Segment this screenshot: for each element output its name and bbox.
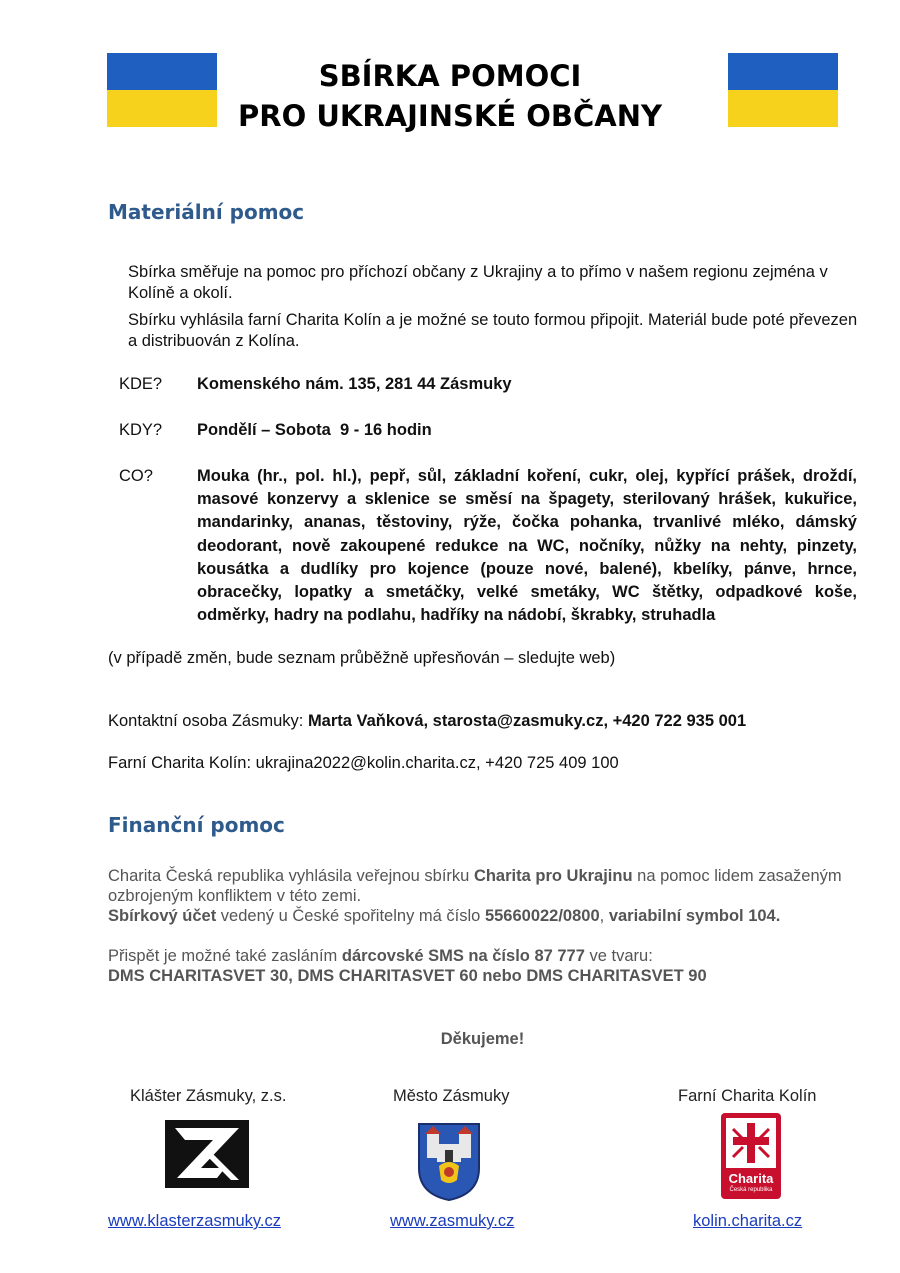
charita-logo-subtext: Česká republika (729, 1187, 773, 1193)
org-klaster-name: Klášter Zásmuky, z.s. (130, 1087, 287, 1105)
kde-label: KDE? (119, 375, 163, 393)
title-line-2: PRO UKRAJINSKÉ OBČANY (238, 99, 662, 133)
fin-p2-variable-symbol: variabilní symbol 104. (608, 907, 781, 925)
fin-p2-account-number: 55660022/0800 (484, 907, 600, 925)
fin-p2-text-b: vedený u České spořitelny má číslo (216, 907, 485, 925)
financial-para-1 (108, 866, 868, 906)
charita-logo-icon (721, 1113, 781, 1204)
thanks-text: Děkujeme! (440, 1030, 525, 1048)
kde-value: Komenského nám. 135, 281 44 Zásmuky (197, 375, 512, 393)
link-zasmuky[interactable]: www.zasmuky.cz (390, 1212, 515, 1230)
contact-zasmuky-value: Marta Vaňková, starosta@zasmuky.cz, +420 722 935 001 (307, 712, 747, 730)
org-mesto-name: Město Zásmuky (393, 1087, 510, 1105)
contact-zasmuky-label: Kontaktní osoba Zásmuky: (108, 712, 308, 730)
title-line-1: SBÍRKA POMOCI (318, 59, 582, 93)
fin-p3-sms-formats: DMS CHARITASVET 30, DMS CHARITASVET 60 nebo DMS CHARITASVET 90 (108, 967, 707, 985)
klaster-logo-icon (165, 1120, 249, 1193)
co-value: Mouka (hr., pol. hl.), pepř, sůl, základní koření, cukr, olej, kypřící prášek, droždí, masové konzervy a sklenice se směsí na špagety, sterilovaný hrášek, kukuřice, mandarinky, ananas, těstoviny, rýže, čočka pohanka, trvanlivé mléko, dámský deodorant, nově zakoupené redukce na WC, nočníky, nůžky na nehty, pinzety, kousátka a dudlíky pro kojence (pouze nové, balené), kbelíky, pánve, hrnce, obracečky, lopatky a smetáčky, velké smetáky, WC štětky, odpadkové koše, odměrky, hadry na podlahu, hadříky na nádobí, škrabky, struhadla (197, 467, 857, 625)
fin-p2-comma: , (599, 907, 609, 925)
material-para-2: Sbírku vyhlásila farní Charita Kolín a je možné se touto formou připojit. Materiál bude poté převezen a distribuován z Kolína. (128, 311, 858, 350)
link-charita[interactable]: kolin.charita.cz (693, 1212, 803, 1230)
kdy-value: Pondělí – Sobota 9 - 16 hodin (197, 421, 432, 439)
financial-para-2 (108, 906, 868, 926)
page-title (0, 56, 900, 136)
fin-p2-bold-a: Sbírkový účet (108, 907, 217, 925)
contact-zasmuky (108, 712, 746, 731)
charita-logo-text: Charita (728, 1171, 774, 1186)
contact-charita: Farní Charita Kolín: ukrajina2022@kolin.charita.cz, +420 725 409 100 (108, 754, 619, 772)
fin-p3-text-a: Přispět je možné také zasláním (108, 947, 342, 965)
material-para-1: Sbírka směřuje na pomoc pro příchozí občany z Ukrajiny a to přímo v našem regionu zejména v Kolíně a okolí. (128, 263, 828, 302)
material-heading: Materiální pomoc (108, 200, 305, 224)
financial-heading: Finanční pomoc (108, 813, 285, 837)
list-note: (v případě změn, bude seznam průběžně upřesňován – sledujte web) (108, 649, 616, 667)
org-charita-name: Farní Charita Kolín (678, 1087, 817, 1105)
financial-para-3 (108, 946, 868, 986)
fin-p3-text-c: ve tvaru: (584, 947, 653, 965)
co-label: CO? (119, 467, 153, 485)
fin-p1-text-a: Charita Česká republika vyhlásila veřejnou sbírku (108, 867, 474, 885)
kdy-label: KDY? (119, 421, 163, 439)
zasmuky-coat-of-arms-icon (417, 1122, 481, 1207)
fin-p1-text-c: na pomoc lidem zasaženým ozbrojeným konfliktem v této zemi. (108, 867, 842, 905)
link-klaster[interactable]: www.klasterzasmuky.cz (108, 1212, 281, 1230)
fin-p1-bold: Charita pro Ukrajinu (473, 867, 633, 885)
fin-p3-bold: dárcovské SMS na číslo 87 777 (341, 947, 585, 965)
